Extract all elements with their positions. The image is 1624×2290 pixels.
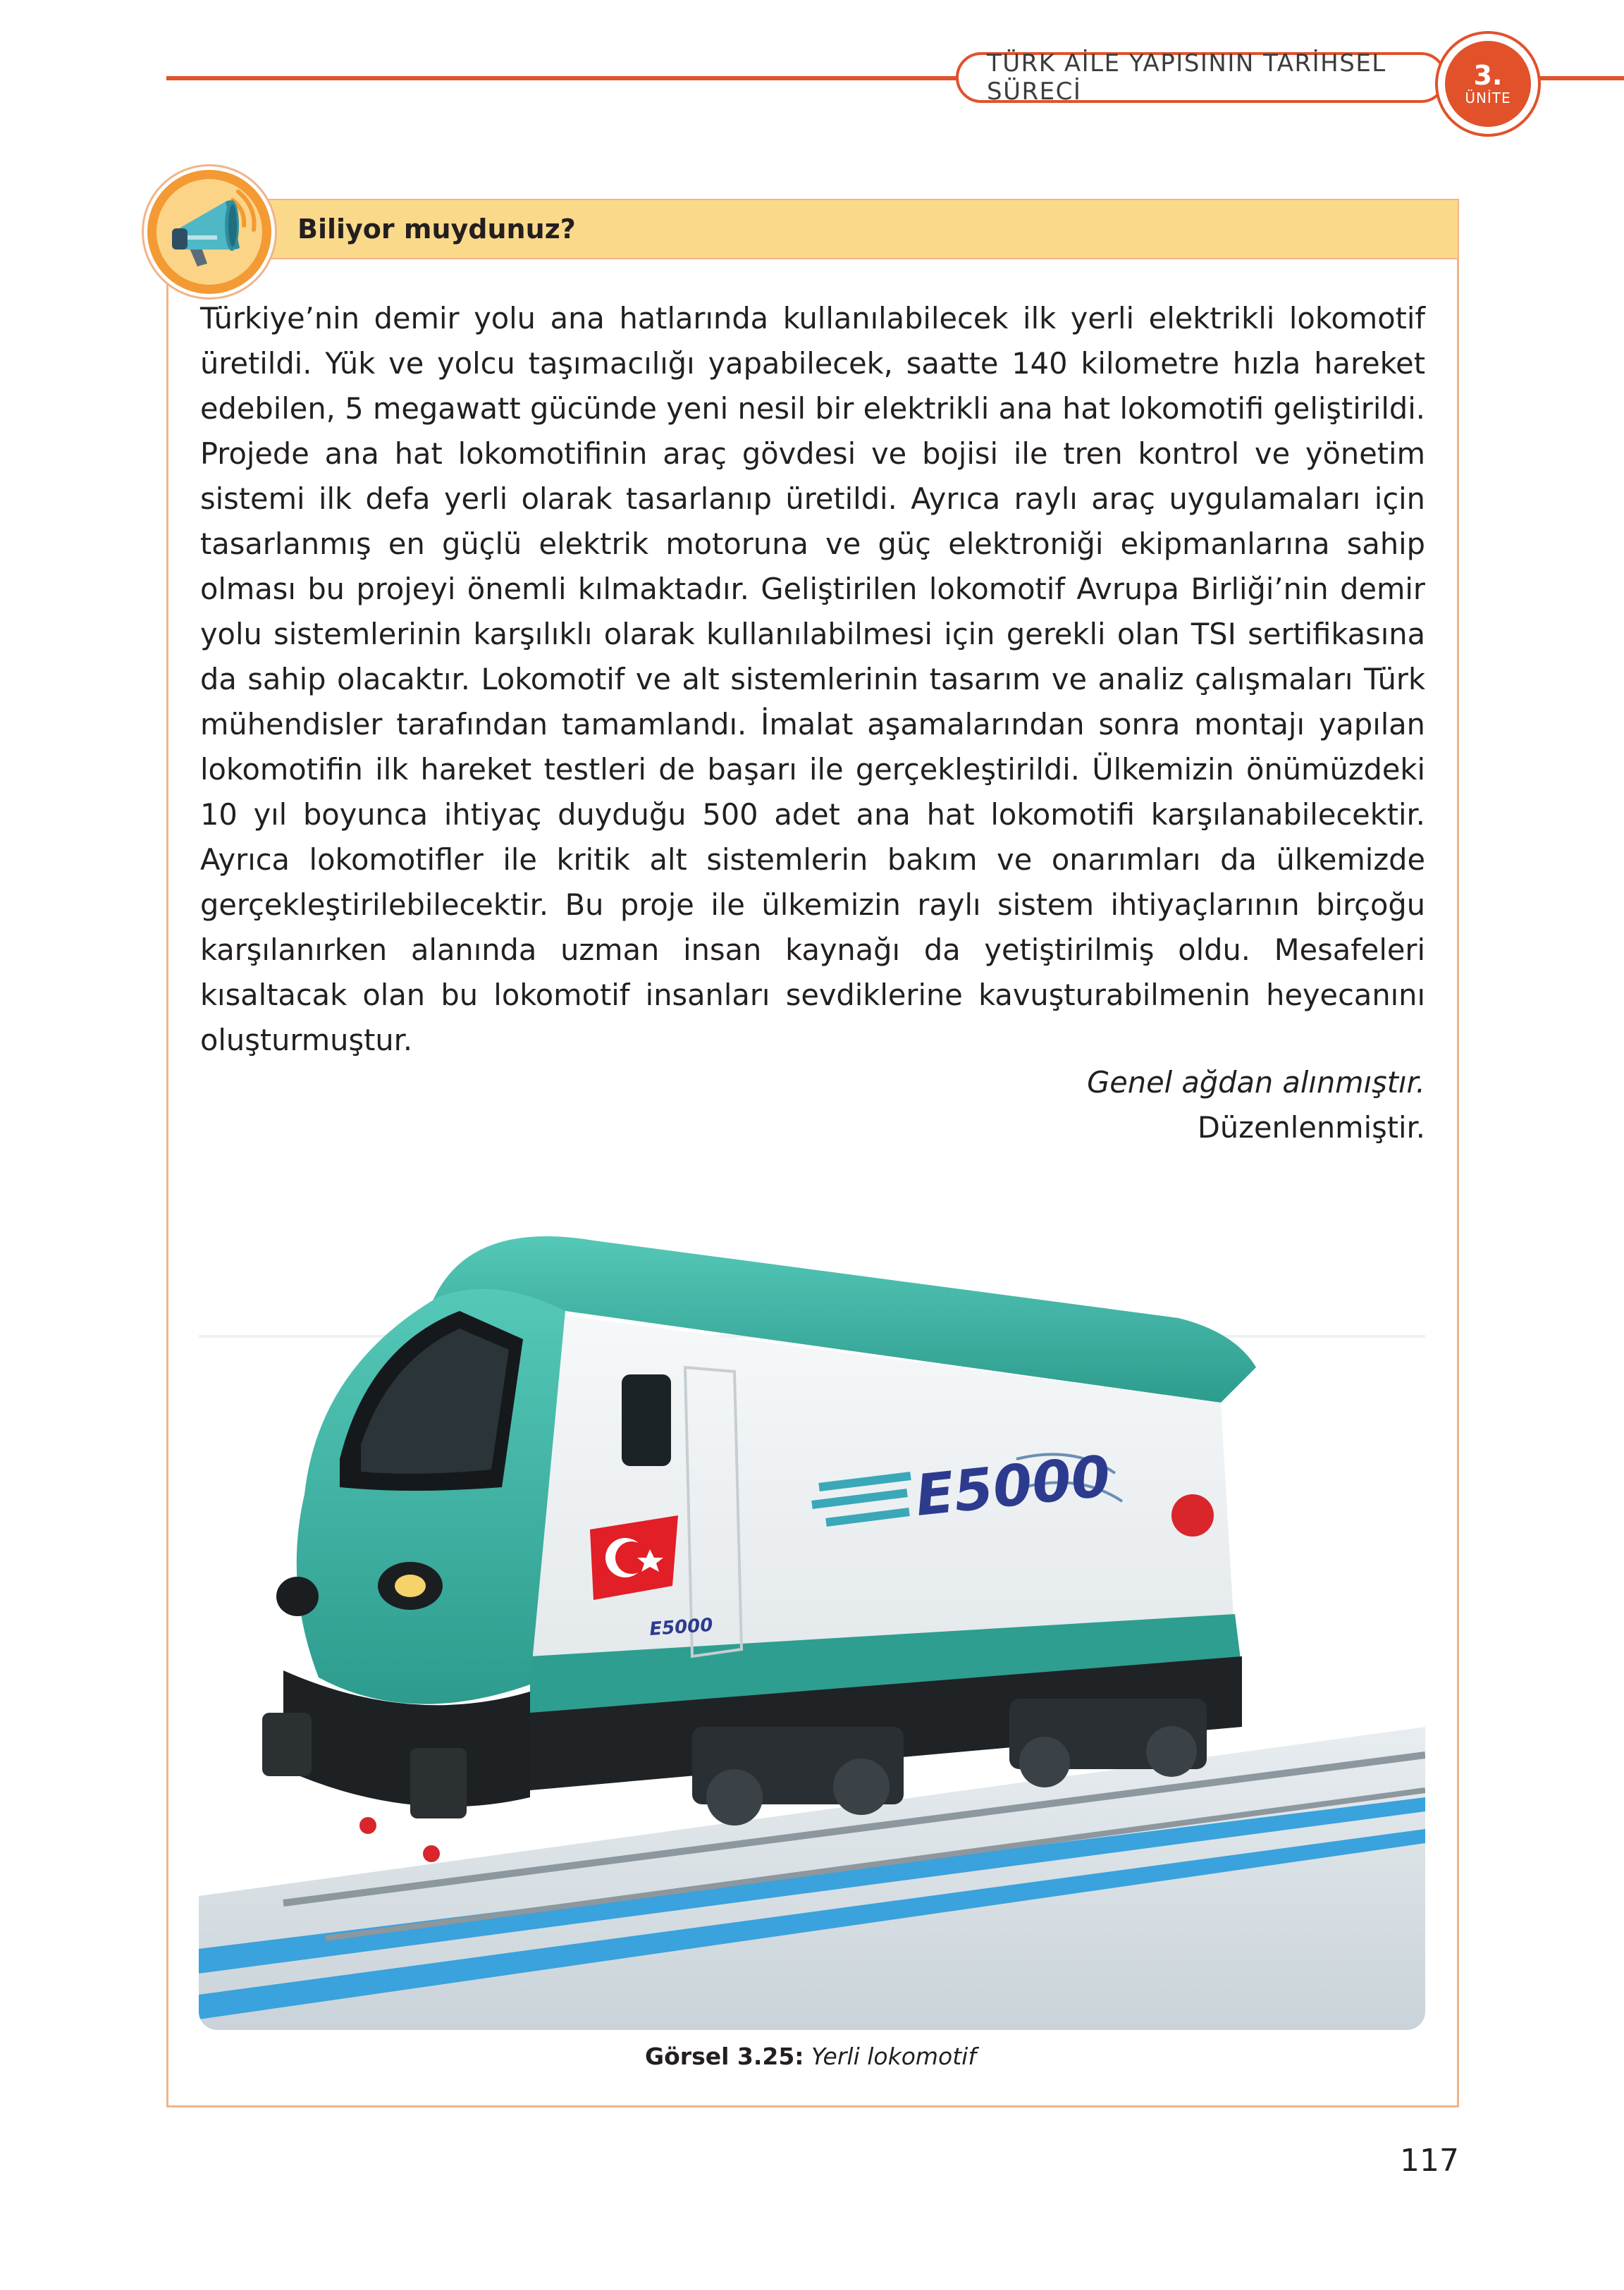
unit-label: ÜNİTE xyxy=(1465,90,1511,106)
page-number: 117 xyxy=(1400,2143,1459,2179)
caption-label: Görsel 3.25: xyxy=(645,2043,804,2070)
megaphone-icon xyxy=(156,179,262,285)
figure-caption xyxy=(423,2041,1198,2072)
locomotive-image xyxy=(199,1191,1425,2030)
header-rule-right xyxy=(1537,76,1624,80)
chapter-title: TÜRK AİLE YAPISININ TARİHSEL SÜRECİ xyxy=(956,52,1446,103)
source-note xyxy=(846,1060,1425,1150)
source-line-2: Düzenlenmiştir. xyxy=(1197,1110,1425,1145)
livery-e5000-label: E5000 xyxy=(912,1443,1114,1529)
unit-badge xyxy=(1445,41,1531,127)
unit-number: 3. xyxy=(1473,60,1503,91)
header-rule-left xyxy=(166,76,959,80)
source-line-1: Genel ağdan alınmıştır. xyxy=(1087,1065,1425,1100)
info-box-title: Biliyor muydunuz? xyxy=(269,200,1458,259)
livery-small-badge: E5000 xyxy=(648,1614,714,1640)
caption-text: Yerli lokomotif xyxy=(811,2043,976,2070)
info-box-body: Türkiye’nin demir yolu ana hatlarında kullanılabilecek ilk yerli elektrikli lokomotif üretildi. Yük ve yolcu taşımacılığı yapabilecek, saatte 140 kilometre hızla hareket edebilen, 5 megawatt gücünde yeni nesil bir elektrikli ana hat lokomotifi geliştirildi. Projede ana hat lokomotifinin araç gövdesi ve bojisi ile tren kontrol ve yönetim sistemi ilk defa yerli olarak tasarlanıp üretildi. Ayrıca raylı araç uygulamaları için tasarlanmış en güçlü elektrik motoruna ve güç elektroniği ekipmanlarına sahip olması bu projeyi önemli kılmaktadır. Geliştirilen lokomotif Avrupa Birliği’nin demir yolu sistemlerinin karşılıklı olarak kullanılabilmesi için gerekli olan TSI sertifikasına da sahip olacaktır. Lokomotif ve alt sistemlerinin tasarım ve analiz çalışmaları Türk mühendisler tarafından tamamlandı. İmalat aşamalarından sonra montajı yapılan lokomotifin ilk hareket testleri de başarı ile gerçekleştirildi. Ülkemizin önümüzdeki 10 yıl boyunca ihtiyaç duyduğu 500 adet ana hat lokomotifi karşılanabilecektir. Ayrıca lokomotifler ile kritik alt sistemlerin bakım ve onarımları da ülkemizde gerçekleştirilebilecektir. Bu proje ile ülkemizin raylı sistem ihtiyaçlarının birçoğu karşılanırken alanında uzman insan kaynağı da yetiştirilmiş oldu. Mesafeleri kısaltacak olan bu lokomotif insanları sevdiklerine kavuşturabilmenin heyecanını oluşturmuştur. xyxy=(200,301,1425,1057)
